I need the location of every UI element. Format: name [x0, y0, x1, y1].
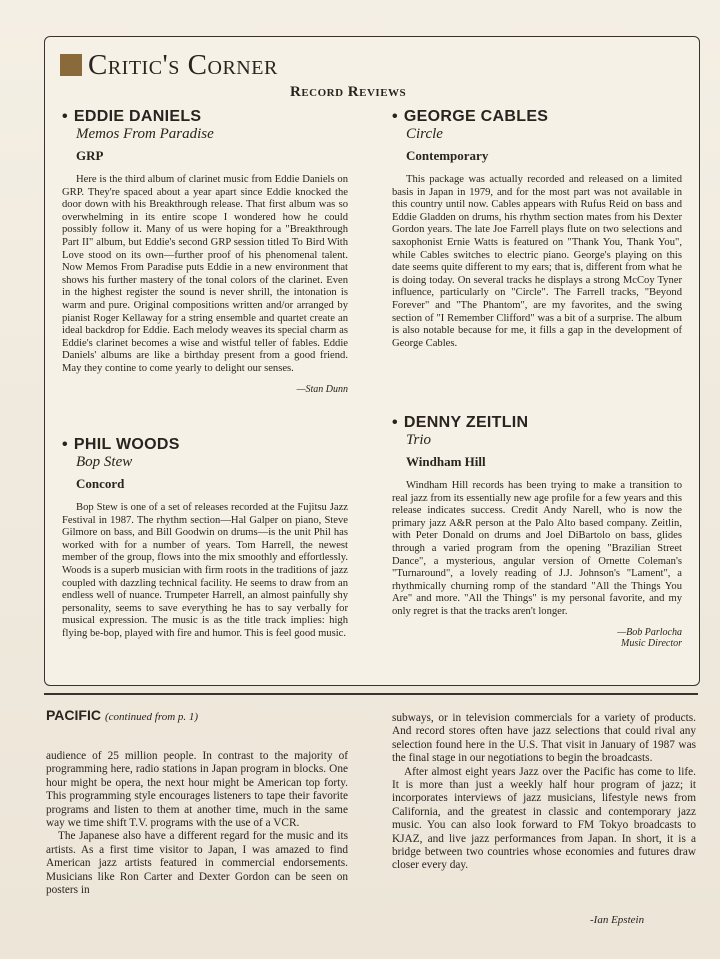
review-album: Bop Stew	[76, 454, 133, 470]
paragraph: audience of 25 million people. In contrast to the majority of programming here, radio stations in Japan program in blocks. One hour might be opera, the next hour might be American top forty. This programming style encourages listeners to tape their favorite programs and listen to them at another time, much in the same way we time shift T.V. programs with the use of a VCR.	[46, 750, 348, 830]
review-denny-zeitlin	[392, 414, 682, 649]
review-signature: —Bob Parlocha Music Director	[392, 627, 682, 649]
review-label: GRP	[76, 148, 104, 163]
review-album: Trio	[406, 432, 432, 448]
review-album: Circle	[406, 126, 443, 142]
review-body: Windham Hill records has been trying to make a transition to real jazz from its essentially new age profile for a few years and this release indicates success. Credit Andy Narell, who is now the primary jazz A&R person at the Palo Alto based company. Zeitlin, with Peter Donald on drums and Joel DiBartolo on bass, glides through a varied program from the opening "Brazilian Street Dance", a mysterious, angular version of Ornette Coleman's "Turnaround", a lovely reading of J.J. Johnson's "Lament", a rhythmically churning romp of the standard "All the Things You Are" and more. "All the Things" is my personal favorite, and my only regret is that the tracks aren't longer.	[392, 480, 682, 617]
continued-note: (continued from p. 1)	[104, 711, 199, 723]
pacific-column-1	[46, 750, 348, 897]
bullet-icon: •	[62, 436, 68, 453]
signature-title: Music Director	[620, 637, 682, 649]
review-eddie-daniels	[62, 108, 348, 395]
paragraph: subways, or in television commercials for a variety of products. And record stores often have jazz selections that could rival any selection found here in the U.S. That visit in January of 1987 was the final stage in our negotiations to begin the broadcasts.	[392, 712, 696, 765]
bullet-icon: •	[392, 414, 398, 431]
pacific-signature: -Ian Epstein	[590, 914, 645, 926]
bullet-icon: •	[62, 108, 68, 125]
review-artist: • GEORGE CABLES	[392, 108, 549, 125]
review-artist: • DENNY ZEITLIN	[392, 414, 529, 431]
review-body: This package was actually recorded and released on a limited basis in Japan in 1979, and for the most part was not available in this country until now. Cables appears with Rufus Reid on bass and Eddie Gladden on drums, his rhythm section mates from his Dexter Gordon years. The late Joe Farrell plays flute on two selections and saxophonist Ernie Watts is featured on "Thank You, Thank You", while Cables switches to electric piano. George's playing on this date seems quite different to my ears; that is, different from what he is doing today. On several tracks he displays a strong McCoy Tyner influence, particularly on "Circle". The Farrell tracks, "Beyond Forever" and "The Phantom", are my favorites, and the swing section of "I Remember Clifford" was a bit of a surprise. The album is also notable because for me, it fills a gap in the development of George Cables.	[392, 174, 682, 349]
review-signature: —Stan Dunn	[296, 383, 348, 395]
section-title: Critic's Corner	[88, 48, 278, 81]
review-body: Here is the third album of clarinet music from Eddie Daniels on GRP. They're spaced about a year apart since Eddie knocked the door down with his Breakthrough release. That first album was so overwhelming in its entire scope I wondered how he could possibly follow it. Many of us were hoping for a "Breakthrough Part II" album, but Eddie's second GRP session titled To Bird With Love stood on its own—further proof of his phenomenal talent. Now Memos From Paradise puts Eddie in a new environment that shows his further mastery of the tonal colors of the clarinet. Even in the highest register the sound is never shrill, the intonation is warm and pure. Original compositions written and/or arranged by pianist Roger Kellaway for a string ensemble and quartet create an ideal backdrop for Eddie. Each melody weaves its special charm as Eddie's clarinet becomes a wise and wistful teller of fables. Eddie Daniels' albums are like a birthday present from a good friend. May they contine to come yearly to delight our senses.	[62, 174, 348, 374]
review-label: Concord	[76, 476, 125, 491]
section-subtitle: Record Reviews	[290, 84, 407, 100]
review-label: Windham Hill	[406, 454, 486, 469]
paragraph: After almost eight years Jazz over the Pacific has come to life. It is more than just a weekly half hour program of jazz; it incorporates interviews of jazz musicians, lifestyle news from California, and the greatest in classic and contemporary jazz music. You can also look forward to FM Tokyo broadcasts to KJAZ, and live jazz performances from Japan. In short, it is a bridge between two countries whose economies and futures draw closer every day.	[392, 765, 696, 872]
pacific-column-2	[392, 712, 696, 873]
review-body: Bop Stew is one of a set of releases recorded at the Fujitsu Jazz Festival in 1987. The rhythm section—Hal Galper on piano, Steve Gilmore on bass, and Bill Goodwin on drums—is the unit Phil has worked with for a number of years. Tom Harrell, the newest member of the group, flows into the mix smoothly and effortlessly. Woods is a superb musician with firm roots in the traditions of jazz coupled with dazzling technical facility. He seems to draw from an endless well of nuance. Trumpeter Harrell, an almost painfully shy personality, seems to save everything he has to say verbally for musical expression. The music is as the title track implies: high flying be-bop, played with fire and humor. This is feel good music.	[62, 502, 348, 639]
review-label: Contemporary	[406, 148, 489, 163]
review-george-cables	[392, 108, 682, 350]
section-header	[60, 48, 278, 82]
pacific-article-title: PACIFIC (continued from p. 1)	[46, 707, 199, 723]
review-artist: • PHIL WOODS	[62, 436, 180, 453]
review-artist: • EDDIE DANIELS	[62, 108, 202, 125]
paragraph: The Japanese also have a different regard for the music and its artists. As a first time visitor to Japan, I was amazed to find American jazz artists featured in commercial endorsements. Musicians like Ron Carter and Dexter Gordon can be seen on posters in	[46, 830, 348, 897]
divider-rule	[44, 693, 698, 695]
review-phil-woods	[62, 436, 348, 641]
bullet-icon: •	[392, 108, 398, 125]
square-bullet-icon	[60, 54, 82, 76]
review-album: Memos From Paradise	[76, 126, 214, 142]
